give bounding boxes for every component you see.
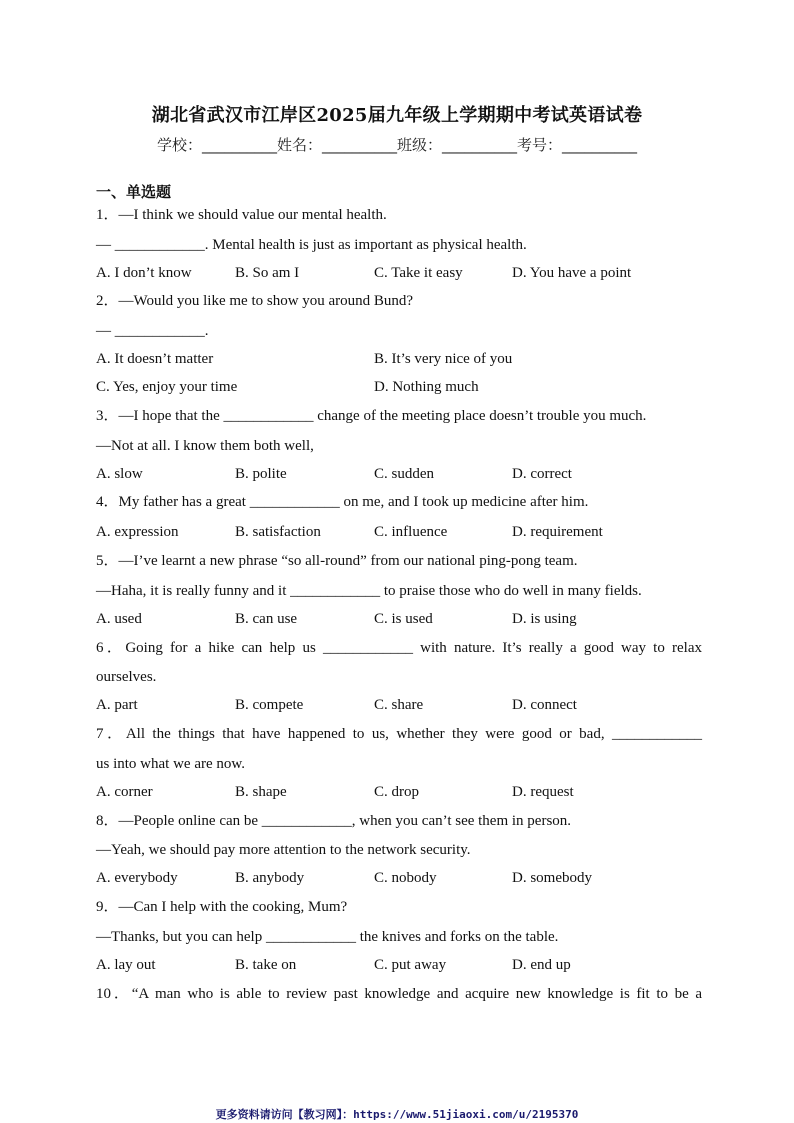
question-4-option-a: A. expression (96, 524, 179, 540)
question-7-option-a: A. corner (96, 784, 153, 800)
question-6-option-a: A. part (96, 697, 138, 713)
question-9-option-b: B. take on (235, 957, 297, 973)
question-6-option-d: D. connect (512, 697, 577, 713)
question-4-option-c: C. influence (374, 524, 448, 540)
question-2-line-2: — ____________. (96, 323, 209, 339)
section-heading: 一、单选题 (96, 183, 172, 201)
question-2-option-c: C. Yes, enjoy your time (96, 379, 238, 395)
student-info-fields: 学校：__________姓名：__________班级：__________考号：__________ (156, 136, 637, 154)
question-7-line-1: 7．All the things that have happened to us, whether they were good or bad, ____________ (96, 726, 702, 742)
question-7-option-b: B. shape (235, 784, 287, 800)
question-9-line-2: —Thanks, but you can help ____________ the knives and forks on the table. (96, 929, 559, 945)
question-1-line-1: 1．—I think we should value our mental health. (96, 207, 387, 223)
question-2-option-a: A. It doesn’t matter (96, 351, 214, 367)
question-7-option-d: D. request (512, 784, 574, 800)
footer-link[interactable]: 更多资料请访问【教习网】：https://www.51jiaoxi.com/u/2195370 (215, 1108, 579, 1121)
question-8-option-c: C. nobody (374, 870, 437, 886)
question-5-option-d: D. is using (512, 611, 577, 627)
question-7-line-2: us into what we are now. (96, 756, 245, 772)
question-4-option-d: D. requirement (512, 524, 603, 540)
question-3-option-a: A. slow (96, 466, 143, 482)
question-5-line-2: —Haha, it is really funny and it ____________ to praise those who do well in many fields. (96, 583, 642, 599)
question-8-line-2: —Yeah, we should pay more attention to the network security. (96, 842, 471, 858)
question-4-line-1: 4．My father has a great ____________ on me, and I took up medicine after him. (96, 494, 589, 510)
question-3-option-d: D. correct (512, 466, 572, 482)
question-6-line-1: 6．Going for a hike can help us ____________ with nature. It’s really a good way to relax (96, 640, 702, 656)
question-9-option-d: D. end up (512, 957, 571, 973)
question-1-option-d: D. You have a point (512, 265, 632, 281)
question-6-option-c: C. share (374, 697, 424, 713)
question-6-option-b: B. compete (235, 697, 304, 713)
question-3-line-2: —Not at all. I know them both well, (96, 438, 314, 454)
question-2-option-b: B. It’s very nice of you (374, 351, 513, 367)
question-1-option-c: C. Take it easy (374, 265, 463, 281)
question-3-line-1: 3．—I hope that the ____________ change of the meeting place doesn’t trouble you much. (96, 408, 647, 424)
question-5-option-b: B. can use (235, 611, 298, 627)
question-3-option-b: B. polite (235, 466, 287, 482)
question-1-option-a: A. I don’t know (96, 265, 192, 281)
question-4-option-b: B. satisfaction (235, 524, 321, 540)
question-9-option-a: A. lay out (96, 957, 156, 973)
question-7-option-c: C. drop (374, 784, 419, 800)
question-5-option-c: C. is used (374, 611, 433, 627)
question-8-option-a: A. everybody (96, 870, 178, 886)
question-1-option-b: B. So am I (235, 265, 300, 281)
question-10-line-1: 10．“A man who is able to review past knowledge and acquire new knowledge is fit to be a (96, 986, 702, 1002)
exam-title: 湖北省武汉市江岸区2025届九年级上学期期中考试英语试卷 (151, 105, 643, 126)
question-6-line-2: ourselves. (96, 669, 157, 685)
question-5-option-a: A. used (96, 611, 142, 627)
question-9-line-1: 9．—Can I help with the cooking, Mum? (96, 899, 348, 915)
question-3-option-c: C. sudden (374, 466, 434, 482)
question-2-line-1: 2．—Would you like me to show you around Bund? (96, 293, 414, 309)
question-5-line-1: 5．—I’ve learnt a new phrase “so all-round” from our national ping-pong team. (96, 553, 578, 569)
question-9-option-c: C. put away (374, 957, 447, 973)
question-8-option-d: D. somebody (512, 870, 592, 886)
question-2-option-d: D. Nothing much (374, 379, 479, 395)
question-8-option-b: B. anybody (235, 870, 305, 886)
question-8-line-1: 8．—People online can be ____________, when you can’t see them in person. (96, 813, 572, 829)
question-1-line-2: — ____________. Mental health is just as important as physical health. (96, 237, 527, 253)
